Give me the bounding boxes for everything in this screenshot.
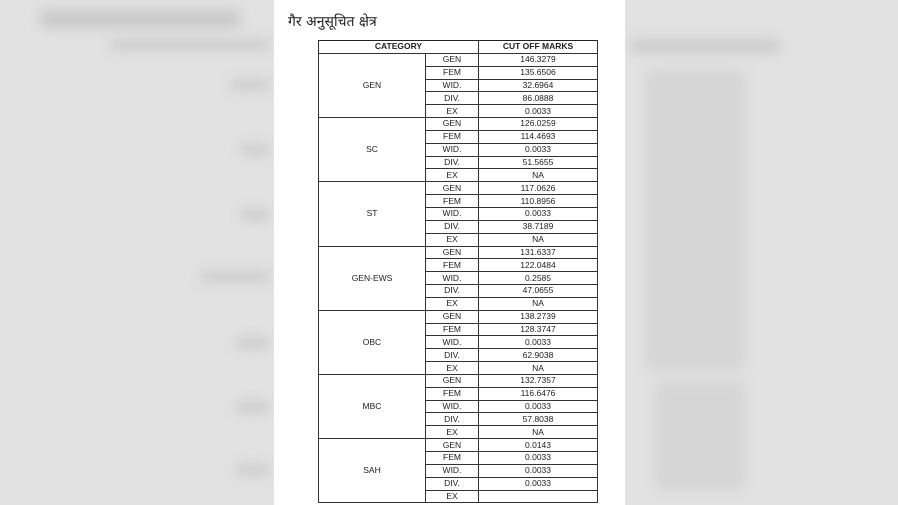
cutoff-mark-cell: 0.0033 xyxy=(479,105,598,118)
cutoff-mark-cell: NA xyxy=(479,426,598,439)
cutoff-mark-cell: NA xyxy=(479,362,598,375)
category-cell: OBC xyxy=(319,310,426,374)
subcategory-cell: DIV. xyxy=(426,220,479,233)
subcategory-cell: WID. xyxy=(426,207,479,220)
subcategory-cell: WID. xyxy=(426,400,479,413)
document-page xyxy=(274,0,625,505)
cutoff-mark-cell: 116.6476 xyxy=(479,387,598,400)
header-cutoff-marks: CUT OFF MARKS xyxy=(479,41,598,54)
table-header-row xyxy=(319,41,598,54)
table-row xyxy=(319,374,598,387)
cutoff-mark-cell: 0.0033 xyxy=(479,143,598,156)
subcategory-cell: DIV. xyxy=(426,477,479,490)
cutoff-mark-cell: 131.6337 xyxy=(479,246,598,259)
cutoff-mark-cell: NA xyxy=(479,169,598,182)
table-row xyxy=(319,439,598,452)
cutoff-mark-cell: 110.8956 xyxy=(479,195,598,208)
cutoff-mark-cell: 146.3279 xyxy=(479,53,598,66)
cutoff-mark-cell: 135.6506 xyxy=(479,66,598,79)
subcategory-cell: EX xyxy=(426,105,479,118)
cutoff-mark-cell: 0.0033 xyxy=(479,207,598,220)
cutoff-mark-cell: 0.0033 xyxy=(479,464,598,477)
category-cell: GEN xyxy=(319,53,426,117)
subcategory-cell: WID. xyxy=(426,79,479,92)
cutoff-mark-cell xyxy=(479,490,598,503)
subcategory-cell: DIV. xyxy=(426,413,479,426)
cutoff-mark-cell: 0.0033 xyxy=(479,452,598,465)
table-row xyxy=(319,310,598,323)
cutoff-mark-cell: 132.7357 xyxy=(479,374,598,387)
cutoff-mark-cell: 32.6964 xyxy=(479,79,598,92)
category-cell: MBC xyxy=(319,374,426,438)
subcategory-cell: FEM xyxy=(426,323,479,336)
subcategory-cell: EX xyxy=(426,490,479,503)
blurred-background-left xyxy=(0,0,274,505)
subcategory-cell: FEM xyxy=(426,195,479,208)
cutoff-mark-cell: 57.8038 xyxy=(479,413,598,426)
subcategory-cell: FEM xyxy=(426,259,479,272)
cutoff-mark-cell: 117.0626 xyxy=(479,182,598,195)
table-row xyxy=(319,246,598,259)
subcategory-cell: WID. xyxy=(426,336,479,349)
cutoff-mark-cell: 0.0033 xyxy=(479,477,598,490)
cutoff-mark-cell: 51.5655 xyxy=(479,156,598,169)
cutoff-mark-cell: NA xyxy=(479,297,598,310)
subcategory-cell: WID. xyxy=(426,143,479,156)
subcategory-cell: GEN xyxy=(426,182,479,195)
cutoff-mark-cell: 0.0143 xyxy=(479,439,598,452)
cutoff-mark-cell: 122.0484 xyxy=(479,259,598,272)
header-category: CATEGORY xyxy=(319,41,479,54)
cutoff-mark-cell: 0.2585 xyxy=(479,272,598,285)
subcategory-cell: GEN xyxy=(426,310,479,323)
subcategory-cell: GEN xyxy=(426,53,479,66)
table-row xyxy=(319,182,598,195)
subcategory-cell: DIV. xyxy=(426,349,479,362)
category-cell: SAH xyxy=(319,439,426,503)
subcategory-cell: EX xyxy=(426,426,479,439)
page-title: गैर अनुसूचित क्षेत्र xyxy=(288,14,377,30)
category-cell: SC xyxy=(319,118,426,182)
cutoff-mark-cell: 114.4693 xyxy=(479,130,598,143)
subcategory-cell: EX xyxy=(426,362,479,375)
subcategory-cell: WID. xyxy=(426,464,479,477)
cutoff-mark-cell: 38.7189 xyxy=(479,220,598,233)
cutoff-mark-cell: 126.0259 xyxy=(479,118,598,131)
table-row xyxy=(319,118,598,131)
cutoff-mark-cell: NA xyxy=(479,233,598,246)
subcategory-cell: GEN xyxy=(426,374,479,387)
subcategory-cell: DIV. xyxy=(426,285,479,298)
cutoff-mark-cell: 47.0655 xyxy=(479,285,598,298)
cutoff-mark-cell: 86.0888 xyxy=(479,92,598,105)
subcategory-cell: EX xyxy=(426,169,479,182)
table-row xyxy=(319,53,598,66)
cutoff-mark-cell: 0.0033 xyxy=(479,400,598,413)
subcategory-cell: WID. xyxy=(426,272,479,285)
subcategory-cell: FEM xyxy=(426,387,479,400)
category-cell: GEN-EWS xyxy=(319,246,426,310)
subcategory-cell: GEN xyxy=(426,439,479,452)
subcategory-cell: FEM xyxy=(426,66,479,79)
subcategory-cell: DIV. xyxy=(426,156,479,169)
cutoff-mark-cell: 138.2739 xyxy=(479,310,598,323)
cutoff-mark-cell: 128.3747 xyxy=(479,323,598,336)
cutoff-mark-cell: 62.9038 xyxy=(479,349,598,362)
subcategory-cell: EX xyxy=(426,233,479,246)
subcategory-cell: FEM xyxy=(426,130,479,143)
category-cell: ST xyxy=(319,182,426,246)
cutoff-table xyxy=(318,40,598,503)
blurred-background-right xyxy=(625,0,898,505)
subcategory-cell: FEM xyxy=(426,452,479,465)
subcategory-cell: DIV. xyxy=(426,92,479,105)
cutoff-mark-cell: 0.0033 xyxy=(479,336,598,349)
subcategory-cell: EX xyxy=(426,297,479,310)
subcategory-cell: GEN xyxy=(426,118,479,131)
subcategory-cell: GEN xyxy=(426,246,479,259)
